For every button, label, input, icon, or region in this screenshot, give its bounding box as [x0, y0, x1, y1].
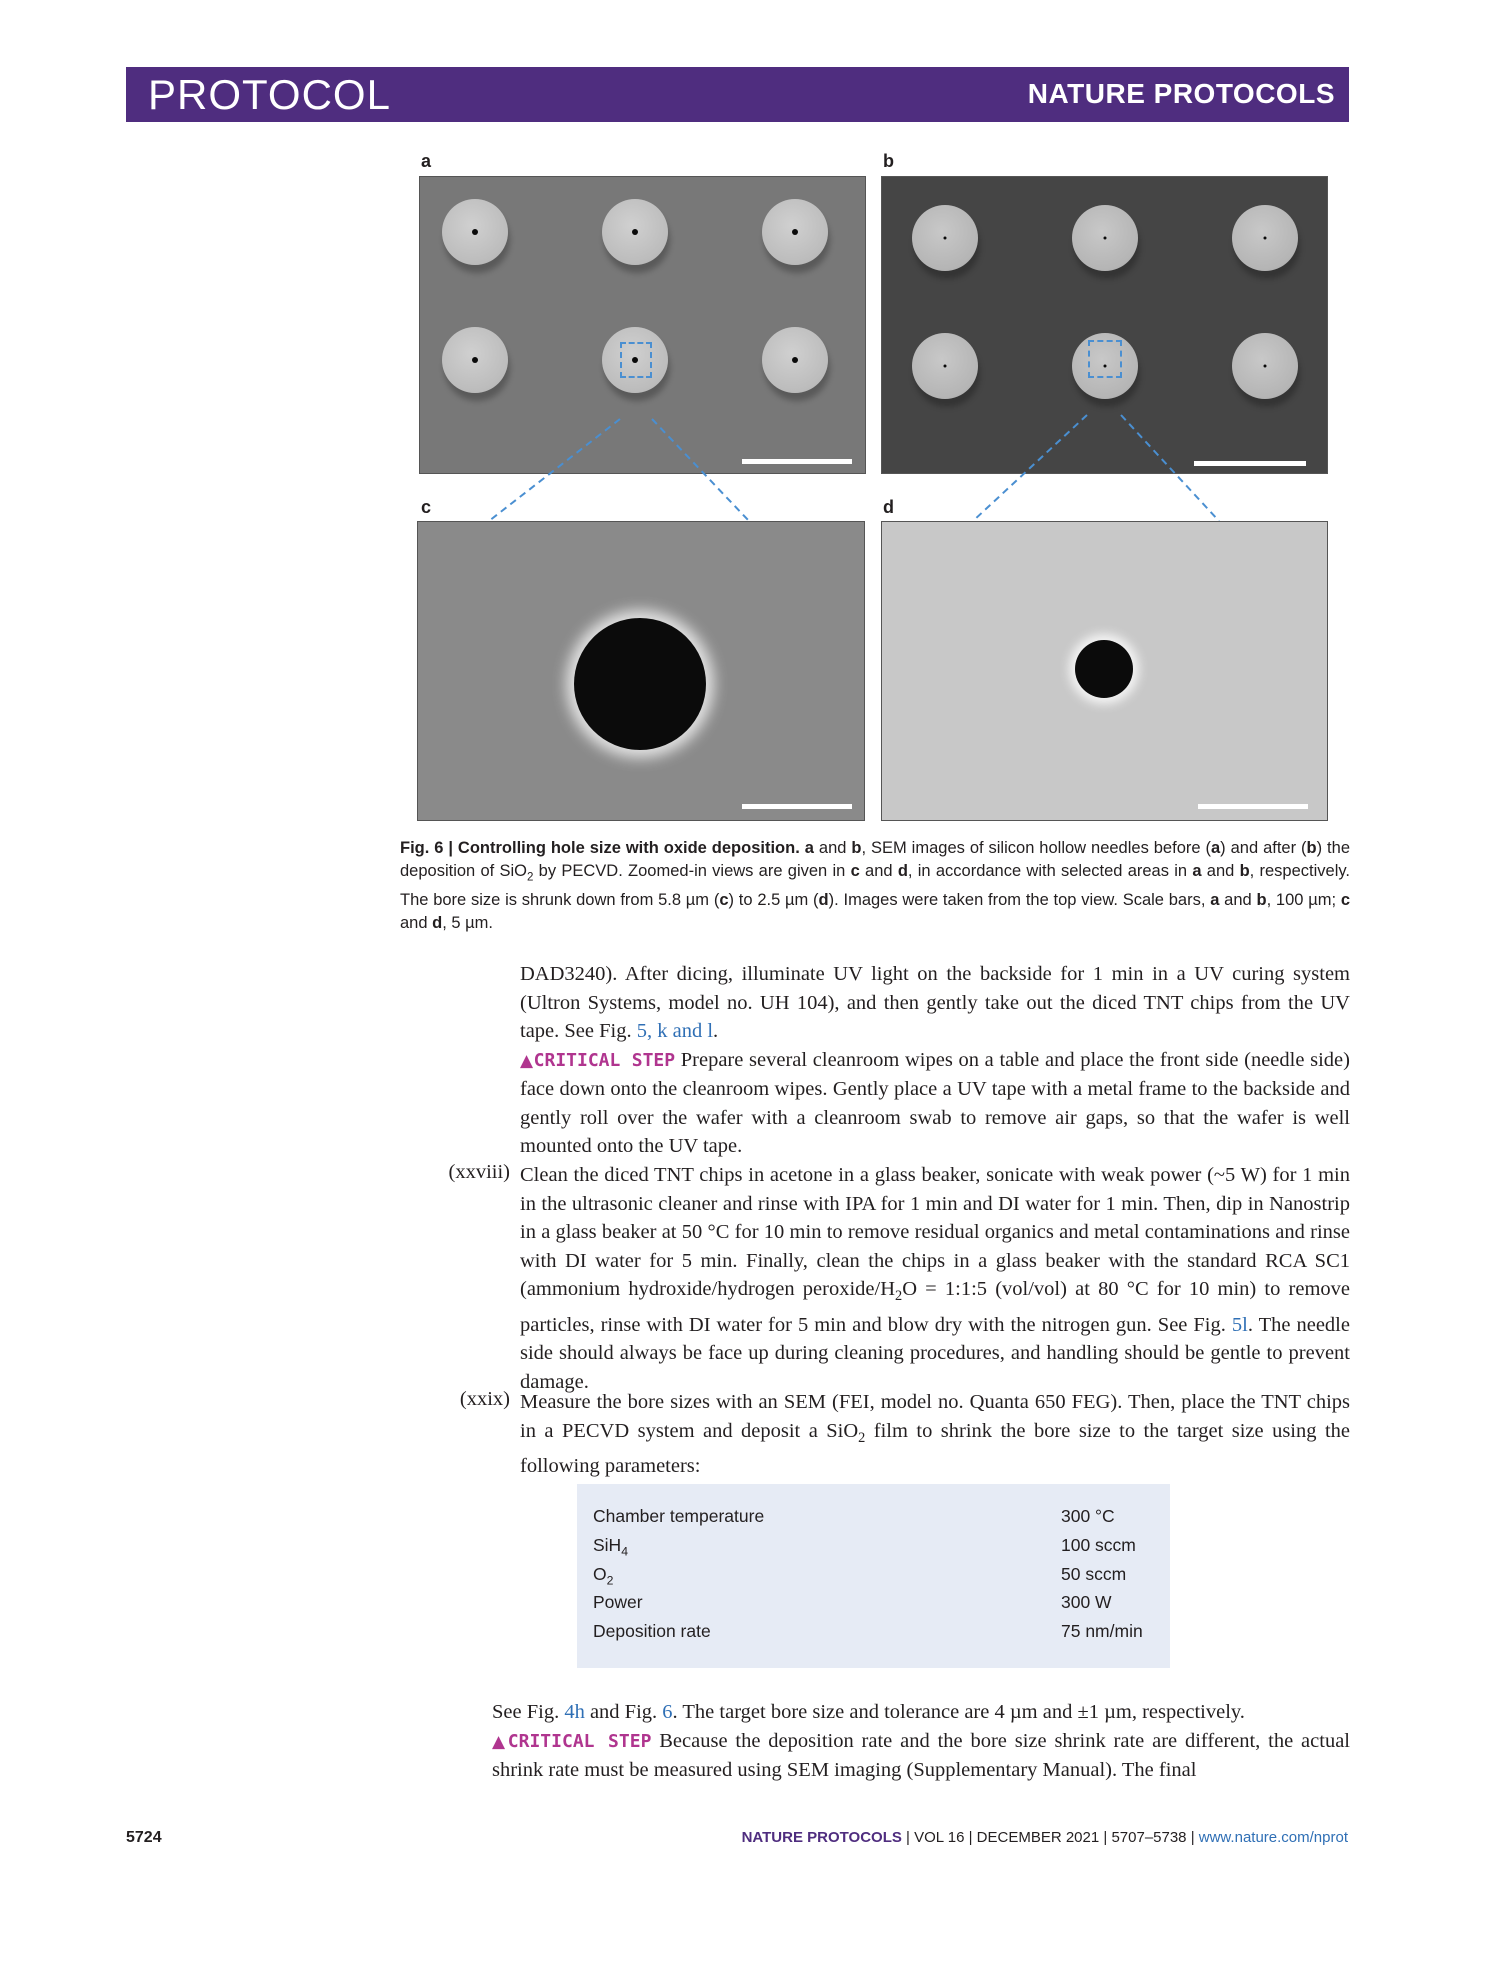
connector-line-c-right — [652, 419, 749, 521]
caption-title: Fig. 6 | Controlling hole size with oxide deposition. — [400, 839, 800, 857]
step-28-text — [520, 1161, 1350, 1396]
body-text: Prepare several cleanroom wipes on a table and place the front side (needle side) face down onto the cleanroom wipes. Gently place a UV tape with a metal frame to the backside and gently roll over the wafer with a cleanroom swab to remove air gaps, so that the wafer is well mounted onto the UV tape. — [520, 1048, 1350, 1157]
caption-text: and — [818, 839, 847, 857]
caption-text: ) the deposition of SiO — [400, 839, 1350, 880]
sem-image-c — [417, 521, 865, 821]
param-row — [593, 1506, 1153, 1534]
param-name-text: O — [593, 1564, 607, 1584]
caption-ref-a: a — [1210, 891, 1220, 910]
body-text: . The needle side should always be face up during cleaning procedures, and handling should be gentle to prevent damage. — [520, 1313, 1350, 1393]
caption-ref-d: d — [432, 914, 443, 933]
body-text: Because the deposition rate and the bore size shrink rate are different, the actual shrink rate must be measured using SEM imaging (Supplementary Manual). The final — [492, 1729, 1350, 1781]
connector-line-c-left — [489, 419, 620, 521]
caption-text: , 100 µm; — [1266, 891, 1341, 910]
param-name: Chamber temperature — [593, 1506, 765, 1526]
param-value: 50 sccm — [1061, 1564, 1127, 1584]
body-text: . The target bore size and tolerance are 4 µm and ±1 µm, respectively. — [672, 1701, 1245, 1723]
caption-ref-c: c — [1340, 891, 1351, 910]
subscript: 2 — [527, 871, 534, 884]
body-text: . — [713, 1020, 719, 1042]
caption-ref-d: d — [897, 862, 908, 880]
critical-step-label: CRITICAL STEP — [533, 1049, 676, 1071]
body-text: DAD3240). After dicing, illuminate UV light on the backside for 1 min in a UV curing system (Ultron Systems, model no. UH 104), and then gently take out the diced TNT chips from the UV tape. See Fig. — [520, 963, 1350, 1042]
connector-line-d-left — [973, 415, 1087, 521]
step-number-28: (xxviii) — [448, 1161, 510, 1183]
footer-journal: NATURE PROTOCOLS — [741, 1829, 902, 1846]
pecvd-parameter-table — [577, 1484, 1170, 1668]
param-value: 300 W — [1061, 1592, 1112, 1612]
caption-text: , in accordance with selected areas in — [907, 862, 1193, 880]
step-29-text — [520, 1388, 1350, 1481]
caption-text: , SEM images of silicon hollow needles before ( — [861, 839, 1211, 857]
caption-text: and — [400, 914, 433, 933]
critical-step-label: CRITICAL STEP — [507, 1730, 652, 1752]
fig4h-link[interactable]: 4h — [564, 1701, 585, 1723]
fig6-link[interactable]: 6 — [662, 1701, 673, 1723]
body-text: and Fig. — [584, 1701, 663, 1723]
subscript: 2 — [895, 1288, 903, 1305]
journal-title: NATURE PROTOCOLS — [1027, 78, 1335, 109]
panel-label-b: b — [883, 151, 894, 171]
caption-text: by PECVD. Zoomed-in views are given in — [533, 862, 851, 880]
panel-label-d: d — [883, 497, 894, 517]
caption-ref-a: a — [804, 839, 814, 857]
caption-ref-a: a — [1210, 839, 1221, 857]
param-row — [593, 1592, 1153, 1620]
param-row — [593, 1621, 1153, 1649]
param-name — [593, 1564, 613, 1588]
subscript: 2 — [606, 1573, 614, 1588]
scale-bar — [742, 804, 852, 809]
bore-hole-zoom-c — [574, 618, 706, 750]
body-paragraph-continued — [520, 960, 1350, 1161]
param-value: 100 sccm — [1061, 1535, 1136, 1555]
body-paragraph-after-table — [492, 1698, 1350, 1785]
sem-image-d — [881, 521, 1328, 821]
critical-triangle-icon: ▲ — [492, 1731, 508, 1752]
caption-text: , 5 µm. — [442, 914, 493, 933]
param-name: Power — [593, 1592, 643, 1612]
body-text: O = 1:1:5 (vol/vol) at 80 °C for 10 min) to remove particles, rinse with DI water for 5 min and blow dry with the nitrogen gun. See Fig. — [520, 1278, 1351, 1336]
footer-url-link[interactable]: www.nature.com/nprot — [1198, 1829, 1348, 1846]
subscript: 4 — [621, 1544, 629, 1559]
section-label: PROTOCOL — [148, 71, 391, 118]
fig5-link[interactable]: 5, k and l — [636, 1020, 714, 1042]
param-row — [593, 1535, 1153, 1563]
caption-text: ). Images were taken from the top view. Scale bars, — [828, 891, 1211, 910]
caption-text: , respectively. The bore size is shrunk down from 5.8 µm ( — [400, 862, 1350, 910]
param-name — [593, 1535, 628, 1559]
footer-details: | VOL 16 | DECEMBER 2021 | 5707–5738 | — [901, 1829, 1199, 1846]
param-row — [593, 1564, 1153, 1592]
body-text: Clean the diced TNT chips in acetone in a glass beaker, sonicate with weak power (~5 W) for 1 min in the ultrasonic cleaner and rinse with IPA for 1 min and DI water for 1 min. Then, dip in Nanostrip in a glass beaker at 50 °C for 10 min to remove residual organics and metal contaminations and rinse with DI water for 5 min. Finally, clean the chips in a glass beaker with the standard RCA SC1 (ammonium hydroxide/hydrogen peroxide/H — [520, 1164, 1350, 1300]
caption-ref-d: d — [818, 891, 829, 910]
caption-ref-a: a — [1192, 862, 1202, 880]
param-value: 300 °C — [1061, 1506, 1115, 1526]
param-value: 75 nm/min — [1061, 1621, 1143, 1641]
panel-label-a: a — [421, 151, 432, 171]
param-name-text: SiH — [593, 1535, 622, 1555]
caption-text: and — [1201, 862, 1240, 880]
scale-bar — [1198, 804, 1308, 809]
subscript: 2 — [858, 1429, 866, 1446]
critical-triangle-icon: ▲ — [520, 1050, 534, 1071]
body-text: See Fig. — [492, 1701, 565, 1723]
caption-ref-b: b — [1306, 839, 1317, 857]
fig5l-link[interactable]: 5l — [1231, 1313, 1248, 1336]
bore-hole-zoom-d — [1075, 640, 1133, 698]
caption-ref-b: b — [851, 839, 862, 857]
caption-ref-c: c — [850, 862, 860, 880]
page-number: 5724 — [126, 1829, 162, 1846]
step-number-29: (xxix) — [459, 1388, 510, 1410]
caption-text: ) to 2.5 µm ( — [728, 891, 819, 910]
caption-ref-b: b — [1239, 862, 1250, 880]
connector-line-d-right — [1121, 415, 1219, 521]
caption-text: ) and after ( — [1220, 839, 1307, 857]
panel-label-c: c — [421, 497, 432, 517]
param-name: Deposition rate — [593, 1621, 711, 1641]
caption-ref-c: c — [719, 891, 729, 910]
caption-text: and — [859, 862, 898, 880]
body-text: film to shrink the bore size to the target size using the following parameters: — [520, 1419, 1350, 1478]
figure-caption — [400, 837, 1350, 935]
caption-ref-b: b — [1256, 891, 1267, 910]
body-text: Measure the bore sizes with an SEM (FEI, model no. Quanta 650 FEG). Then, place the TNT chips in a PECVD system and deposit a SiO — [520, 1391, 1350, 1442]
footer-citation — [742, 1829, 1348, 1846]
caption-text: and — [1219, 891, 1257, 910]
